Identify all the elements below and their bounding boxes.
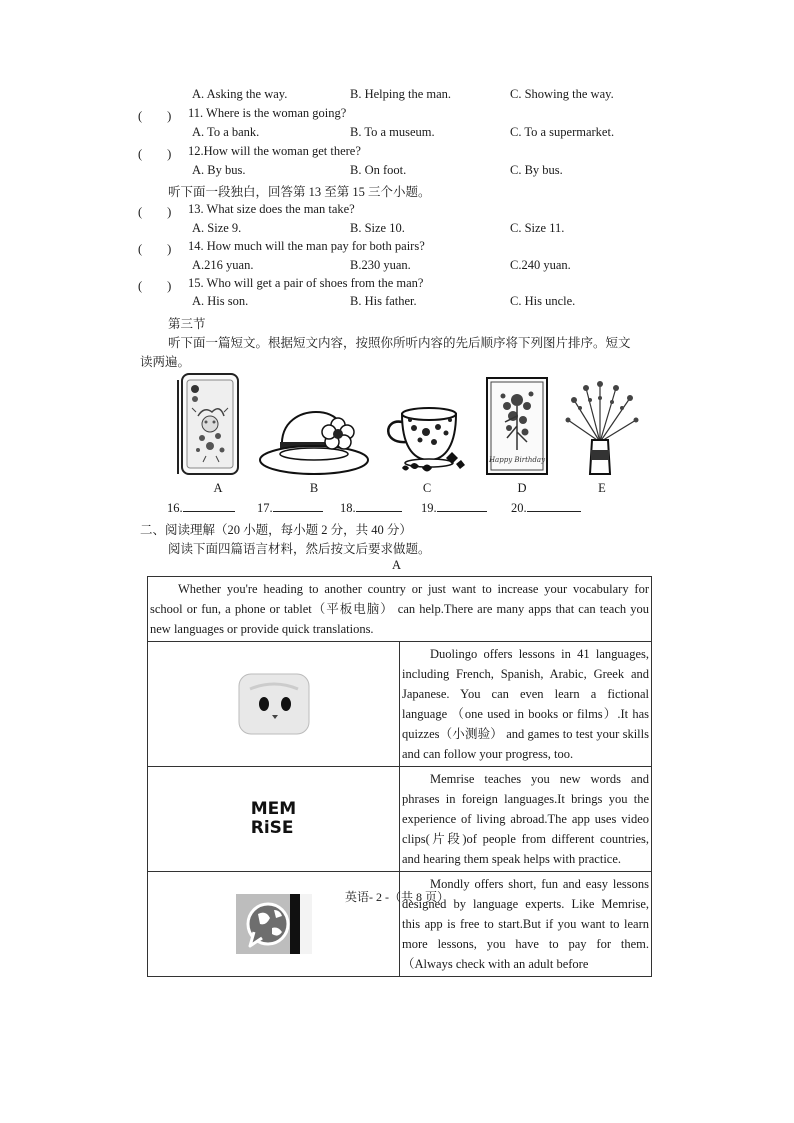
reading-section-title: 二、阅读理解（20 小题，每小题 2 分，共 40 分） bbox=[140, 523, 412, 537]
intro-row bbox=[148, 577, 652, 642]
birthday-card-picture bbox=[485, 376, 549, 476]
blank-number: 19. bbox=[421, 501, 437, 515]
memrise-logo-line2: RiSE bbox=[250, 818, 294, 838]
q12-option-a: A. By bus. bbox=[192, 163, 246, 177]
q13-option-b: B. Size 10. bbox=[350, 221, 405, 235]
phone-picture bbox=[176, 372, 244, 478]
duolingo-logo-icon bbox=[236, 671, 312, 737]
q12-option-b: B. On foot. bbox=[350, 163, 407, 177]
answer-blank-16[interactable] bbox=[167, 500, 235, 516]
picture-label-a: A bbox=[213, 481, 223, 495]
page-footer: 英语- 2 -（共 8 页） bbox=[345, 890, 449, 904]
mondly-text: Mondly offers short, fun and easy lessons designed by language experts. Like Memrise, this app is free to start.But if you want to learn more lessons, you have to pay for them. （Always check with an adult before bbox=[400, 872, 652, 977]
q10-option-a: A. Asking the way. bbox=[192, 87, 288, 101]
duolingo-text: Duolingo offers lessons in 41 languages, including French, Spanish, Arabic, Greek and Japanese. You can even learn a fictional language （one used in books or films）.It has quizzes（小测验） and games to test your skills and can follow your progress, too. bbox=[400, 642, 652, 767]
q14-option-a: A.216 yuan. bbox=[192, 258, 254, 272]
q12-option-c: C. By bus. bbox=[510, 163, 563, 177]
blank-line[interactable] bbox=[527, 500, 581, 512]
blank-number: 20. bbox=[511, 501, 527, 515]
card-greeting-text: Happy Birthday bbox=[488, 456, 546, 464]
q13-answer-paren[interactable]: ( ) bbox=[138, 205, 172, 219]
memrise-logo-icon bbox=[233, 786, 315, 852]
q15-question: 15. Who will get a pair of shoes from the man? bbox=[188, 276, 424, 290]
q11-option-a: A. To a bank. bbox=[192, 125, 260, 139]
app-row-memrise bbox=[148, 767, 652, 872]
answer-blank-18[interactable] bbox=[340, 500, 402, 516]
blank-number: 18. bbox=[340, 501, 356, 515]
q10-option-b: B. Helping the man. bbox=[350, 87, 452, 101]
intro-text: Whether you're heading to another country or just want to increase your vocabulary for school or fun, a phone or tablet（平板电脑） can help.There are many apps that can teach you new languages or provide quick translations. bbox=[148, 577, 652, 642]
reading-instruction: 阅读下面四篇语言材料，然后按文后要求做题。 bbox=[168, 542, 431, 556]
q14-option-b: B.230 yuan. bbox=[350, 258, 411, 272]
section3-instruction: 听下面一篇短文。根据短文内容，按照你所听内容的先后顺序将下列图片排序。短文 bbox=[168, 336, 631, 350]
duolingo-logo-cell bbox=[148, 642, 400, 767]
q15-option-b: B. His father. bbox=[350, 294, 417, 308]
blank-line[interactable] bbox=[437, 500, 487, 512]
passage-a-table bbox=[147, 576, 652, 977]
q11-option-c: C. To a supermarket. bbox=[510, 125, 615, 139]
q11-option-b: B. To a museum. bbox=[350, 125, 435, 139]
blank-number: 17. bbox=[257, 501, 273, 515]
q12-answer-paren[interactable]: ( ) bbox=[138, 147, 172, 161]
answer-blank-17[interactable] bbox=[257, 500, 323, 516]
picture-label-b: B bbox=[309, 481, 319, 495]
answer-blank-19[interactable] bbox=[421, 500, 487, 516]
q14-option-c: C.240 yuan. bbox=[510, 258, 571, 272]
memrise-logo-cell bbox=[148, 767, 400, 872]
q14-answer-paren[interactable]: ( ) bbox=[138, 242, 172, 256]
q13-question: 13. What size does the man take? bbox=[188, 202, 355, 216]
blank-line[interactable] bbox=[356, 500, 402, 512]
blank-number: 16. bbox=[167, 501, 183, 515]
answer-blank-20[interactable] bbox=[511, 500, 581, 516]
q14-question: 14. How much will the man pay for both pairs? bbox=[188, 239, 425, 253]
q13-option-a: A. Size 9. bbox=[192, 221, 242, 235]
q13-option-c: C. Size 11. bbox=[510, 221, 565, 235]
q11-question: 11. Where is the woman going? bbox=[188, 106, 347, 120]
section3-title: 第三节 bbox=[168, 317, 206, 331]
memrise-logo-line1: MEM bbox=[250, 799, 297, 819]
section3-instruction-cont: 读两遍。 bbox=[140, 355, 191, 369]
memrise-text: Memrise teaches you new words and phrases in foreign languages.It brings you the experience of living abroad.The app uses video clips(片段)of people from different countries, and hearing them speak helps with practice. bbox=[400, 767, 652, 872]
picture-label-d: D bbox=[517, 481, 527, 495]
q15-answer-paren[interactable]: ( ) bbox=[138, 279, 172, 293]
q10-option-c: C. Showing the way. bbox=[510, 87, 614, 101]
monologue-instruction: 听下面一段独白，回答第 13 至第 15 三个小题。 bbox=[168, 185, 431, 199]
picture-label-c: C bbox=[422, 481, 432, 495]
app-row-duolingo bbox=[148, 642, 652, 767]
hat-picture bbox=[258, 408, 370, 478]
picture-label-e: E bbox=[598, 481, 606, 495]
q15-option-a: A. His son. bbox=[192, 294, 249, 308]
q12-question: 12.How will the woman get there? bbox=[188, 144, 361, 158]
teacup-picture bbox=[376, 400, 472, 478]
q11-answer-paren[interactable]: ( ) bbox=[138, 109, 172, 123]
flower-vase-picture bbox=[560, 380, 642, 478]
blank-line[interactable] bbox=[183, 500, 235, 512]
q15-option-c: C. His uncle. bbox=[510, 294, 576, 308]
passage-label: A bbox=[392, 558, 402, 572]
blank-line[interactable] bbox=[273, 500, 323, 512]
